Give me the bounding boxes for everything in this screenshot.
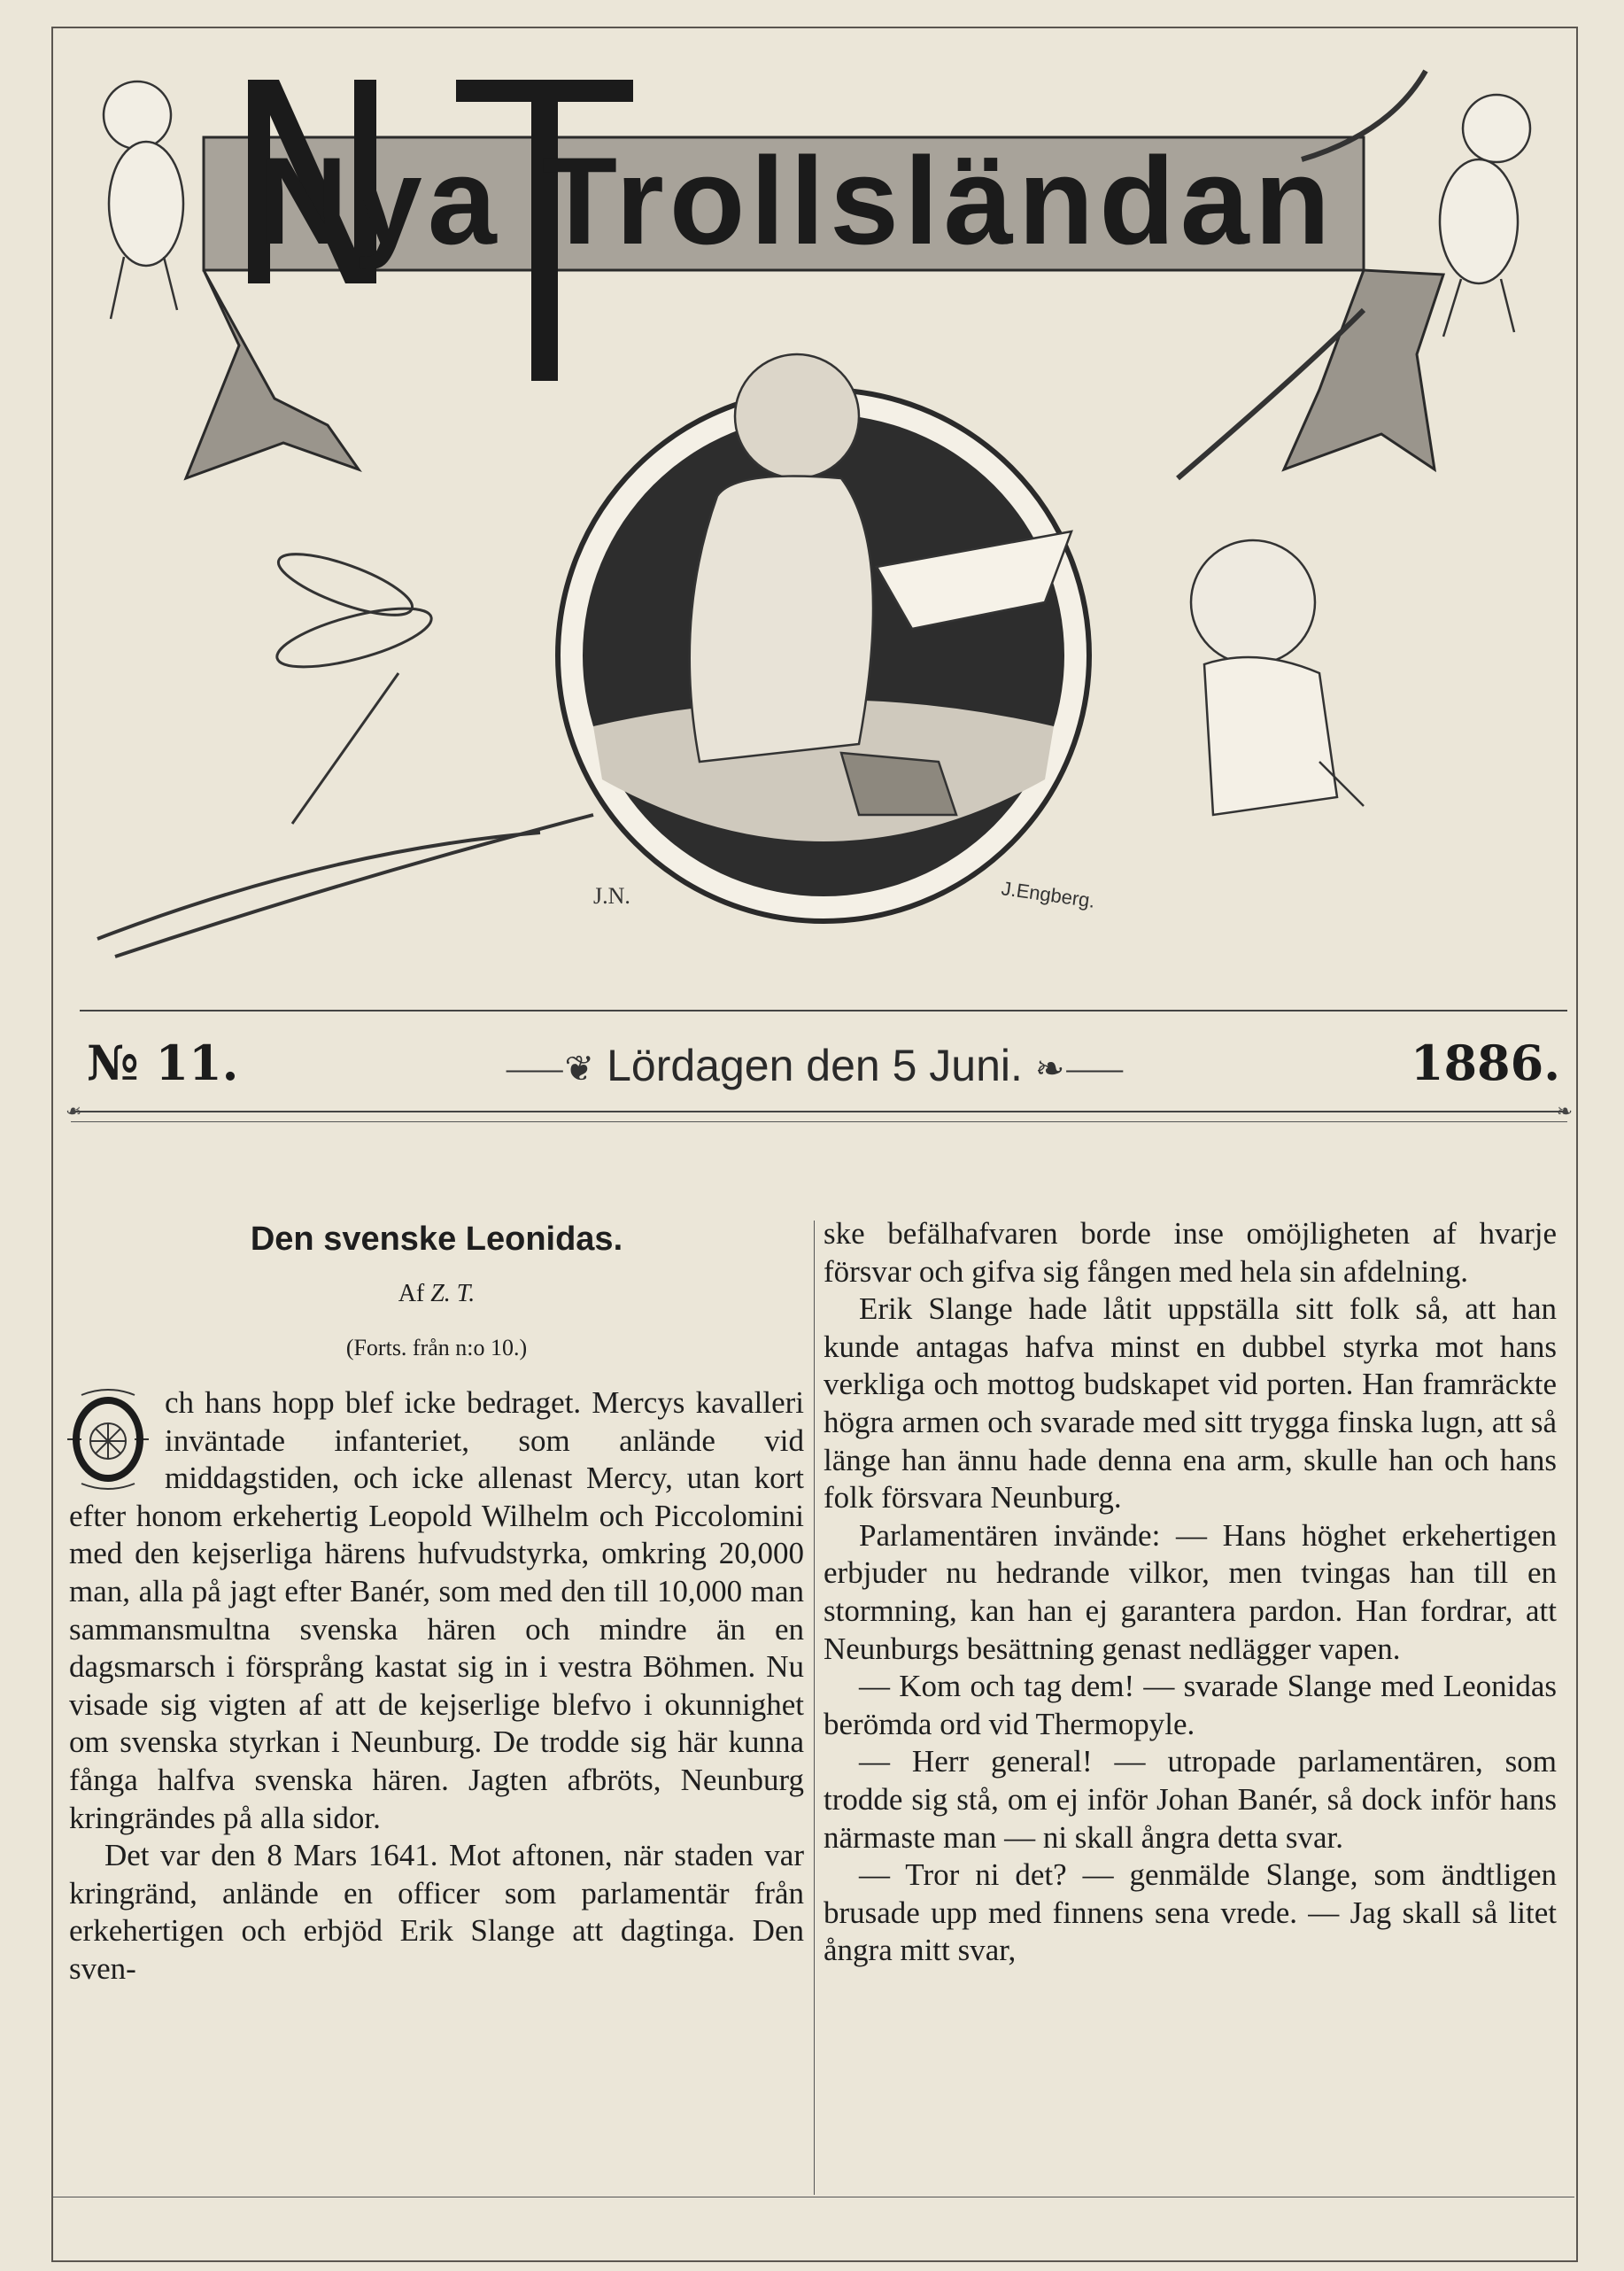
continuation-note: (Forts. från n:o 10.) <box>345 1335 528 1360</box>
byline-prefix: Af <box>398 1280 425 1307</box>
issue-rule-bottom <box>71 1111 1567 1122</box>
cherub-right <box>1440 95 1530 337</box>
dragonfly-icon <box>272 542 437 824</box>
issue-date: Lördagen den 5 Juni. <box>607 1041 1023 1090</box>
issue-bar <box>62 1010 1567 1143</box>
article-paragraph: ske befälhafvaren borde inse omöjligheten af hvarje försvar och gifva sig fången med hela sin afdelning. <box>824 1216 1557 1289</box>
masthead-title: Nya Trollsländan <box>258 131 1336 270</box>
paragraph-text: ch hans hopp blef icke bedraget. Mercys kavalleri inväntade infanteriet, som anlände vid middagstiden, och icke allenast Mercy, utan kort efter honom erkehertig Leopold Wilhelm och Piccolomini med den kejserliga härens hufvudstyrka, omkring 20,000 man, alla på jagt efter Banér, som med den till 10,000 man sammansmultna svenska hären och mindre än en dagsmarsch i försprång kastat sig in i vestra Böhmen. Nu visade sig vigten af att de kejserlige blefvo i okunnighet om svenska styrkan i Neunburg. De trodde sig här kunna fånga halfva svenska hären. Jagten afbröts, Neunburg kringrändes på alla sidor. <box>69 1385 804 1835</box>
article-paragraph: Parlamentären invände: — Hans höghet erkehertigen erbjuder nu hedrande vilkor, men tvingas han till en stormning, kan han ej garantera pardon. Han fordrar, att Neunburgs besättning genast nedlägger vapen. <box>824 1517 1557 1666</box>
issue-number: № 11. <box>87 1035 239 1091</box>
ornamental-initial <box>64 1386 152 1491</box>
article-byline <box>69 1278 804 1310</box>
article-paragraph: Det var den 8 Mars 1641. Mot aftonen, när staden var kringränd, anlände en officer som parlamentär från erkehertigen och erbjöd Erik Slange att dagtinga. Den sven- <box>69 1838 804 1986</box>
flourish-right-icon: ❧⸺ <box>1034 1049 1125 1089</box>
article-column-right <box>824 1215 1557 1970</box>
article-paragraph: — Tror ni det? — genmälde Slange, som ändtligen brusade upp med finnens sena vrede. — Jag skall så litet ångra mitt svar, <box>824 1857 1557 1968</box>
article-paragraph: Erik Slange hade låtit uppställa sitt folk så, att han kunde antagas hafva minst en dubbel styrka mot hans verkliga och mottog budskapet vid porten. Han framräckte högra armen och svarade med sitt trygga finska lugn, att så länge han ännu hade denna ena arm, skulle han och hans folk försvara Neunburg. <box>824 1291 1557 1515</box>
article-paragraph: — Kom och tag dem! — svarade Slange med Leonidas berömda ord vid Thermopyle. <box>824 1669 1557 1741</box>
signature-left: J.N. <box>593 883 630 909</box>
peeking-girl <box>1191 540 1364 815</box>
article-paragraph <box>69 1384 804 1837</box>
issue-year: 1886. <box>1410 1035 1560 1091</box>
signature-right: J.Engberg. <box>1000 877 1097 912</box>
flourish-left-icon: ⸺❦ <box>504 1049 595 1089</box>
column-divider <box>814 1221 815 2195</box>
byline-author: Z. T. <box>430 1280 476 1307</box>
article-column-left <box>69 1218 804 1988</box>
issue-date-line <box>62 1040 1567 1091</box>
issue-rule-top <box>80 1010 1567 1011</box>
masthead-illustration <box>62 53 1567 974</box>
article-title: Den svenske Leonidas. <box>250 1221 623 1258</box>
article-paragraph: — Herr general! — utropade parlamentären, som trodde sig stå, om ej inför Johan Banér, så dock inför hans närmaste man — ni skall ångra detta svar. <box>824 1744 1557 1855</box>
masthead-artwork <box>62 53 1567 974</box>
cherub-left <box>104 81 183 319</box>
